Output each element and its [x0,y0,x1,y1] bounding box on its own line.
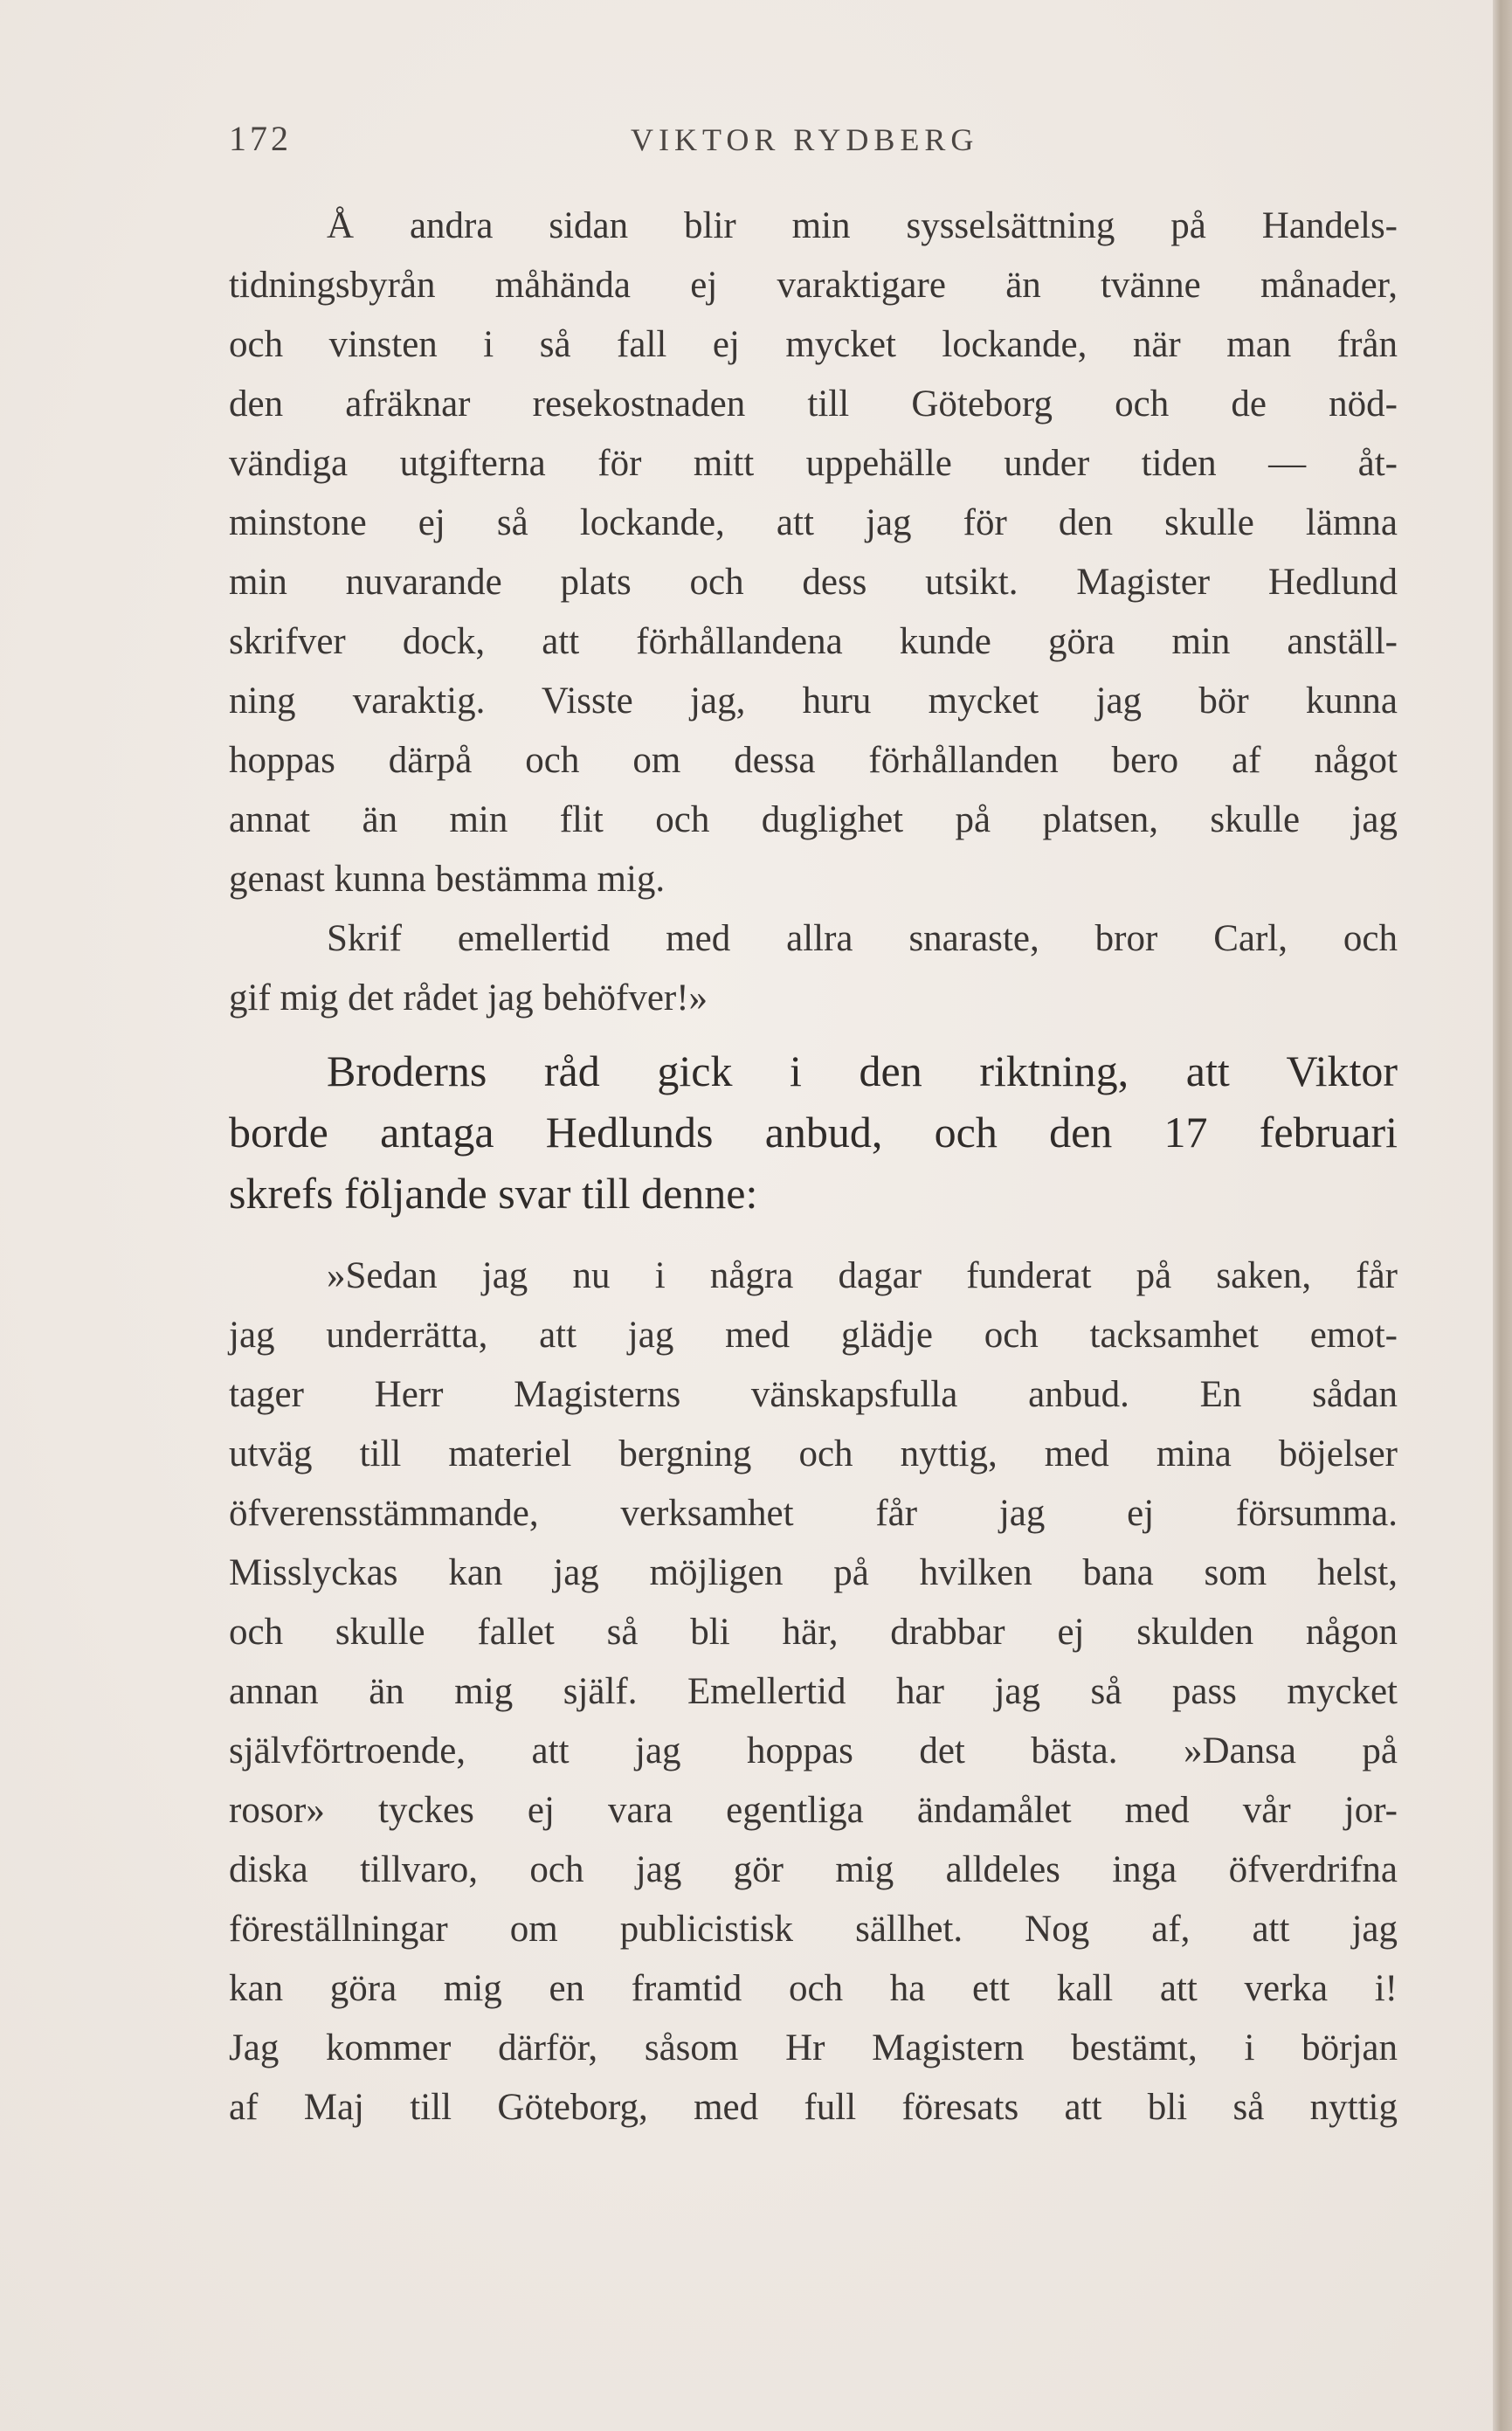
text-line: »Sedan jag nu i några dagar funderat på saken, får [327,1255,1398,1296]
text-line: utväg till materiel bergning och nyttig, med mina böjelser [229,1433,1398,1474]
text-line: föreställningar om publicistisk sällhet. Nog af, att jag [229,1909,1398,1950]
text-line: af Maj till Göteborg, med full föresats att bli så nyttig [229,2087,1398,2128]
text-line: ning varaktig. Visste jag, huru mycket jag bör kunna [229,680,1398,722]
page-number: 172 [229,119,292,158]
text-line: annat än min flit och duglighet på platsen, skulle jag [229,799,1398,840]
text-line: tidningsbyrån måhända ej varaktigare än tvänne månader, [229,265,1398,306]
narration-line: borde antaga Hedlunds anbud, och den 17 februari [229,1108,1398,1157]
page-body [229,197,1398,2137]
page-header [229,118,1406,170]
text-line: jag underrätta, att jag med glädje och tacksamhet emot- [229,1315,1398,1356]
narration-line: Broderns råd gick i den riktning, att Viktor [327,1046,1398,1095]
running-head: VIKTOR RYDBERG [631,122,979,157]
text-line: minstone ej så lockande, att jag för den skulle lämna [229,502,1398,543]
text-line: Jag kommer därför, såsom Hr Magistern bestämt, i början [229,2027,1398,2068]
text-line: självförtroende, att jag hoppas det bästa. »Dansa på [229,1730,1398,1771]
text-line: tager Herr Magisterns vänskapsfulla anbud. En sådan [229,1374,1398,1415]
text-line: vändiga utgifterna för mitt uppehälle under tiden — åt- [229,443,1398,484]
page-edge-shadow [1493,0,1512,2431]
text-line: rosor» tyckes ej vara egentliga ändamålet med vår jor- [229,1790,1398,1831]
narration-paragraph [229,1040,1398,1224]
text-line: Misslyckas kan jag möjligen på hvilken bana som helst, [229,1552,1398,1593]
paragraph-letter-end [229,197,1398,909]
text-line: och skulle fallet så bli här, drabbar ej skulden någon [229,1612,1398,1653]
text-line: genast kunna bestämma mig. [229,859,666,900]
text-line: diska tillvaro, och jag gör mig alldeles inga öfverdrifna [229,1849,1398,1890]
text-line: och vinsten i så fall ej mycket lockande, när man från [229,324,1398,365]
text-line: Å andra sidan blir min sysselsättning på Handels- [327,205,1398,246]
text-line: annan än mig själf. Emellertid har jag så pass mycket [229,1671,1398,1712]
text-line: kan göra mig en framtid och ha ett kall att verka i! [229,1968,1398,2009]
text-line: den afräknar resekostnaden till Göteborg och de nöd- [229,383,1398,425]
text-line: min nuvarande plats och dess utsikt. Magister Hedlund [229,562,1398,603]
paragraph-closing [229,909,1398,1028]
text-line: gif mig det rådet jag behöfver!» [229,977,708,1019]
text-line: hoppas därpå och om dessa förhållanden bero af något [229,740,1398,781]
text-line: öfverensstämmande, verksamhet får jag ej försumma. [229,1493,1398,1534]
letter-paragraph [229,1247,1398,2137]
text-line: skrifver dock, att förhållandena kunde göra min anställ- [229,621,1398,662]
narration-line: skrefs följande svar till denne: [229,1169,758,1218]
text-line: Skrif emellertid med allra snaraste, bror Carl, och [327,918,1398,959]
